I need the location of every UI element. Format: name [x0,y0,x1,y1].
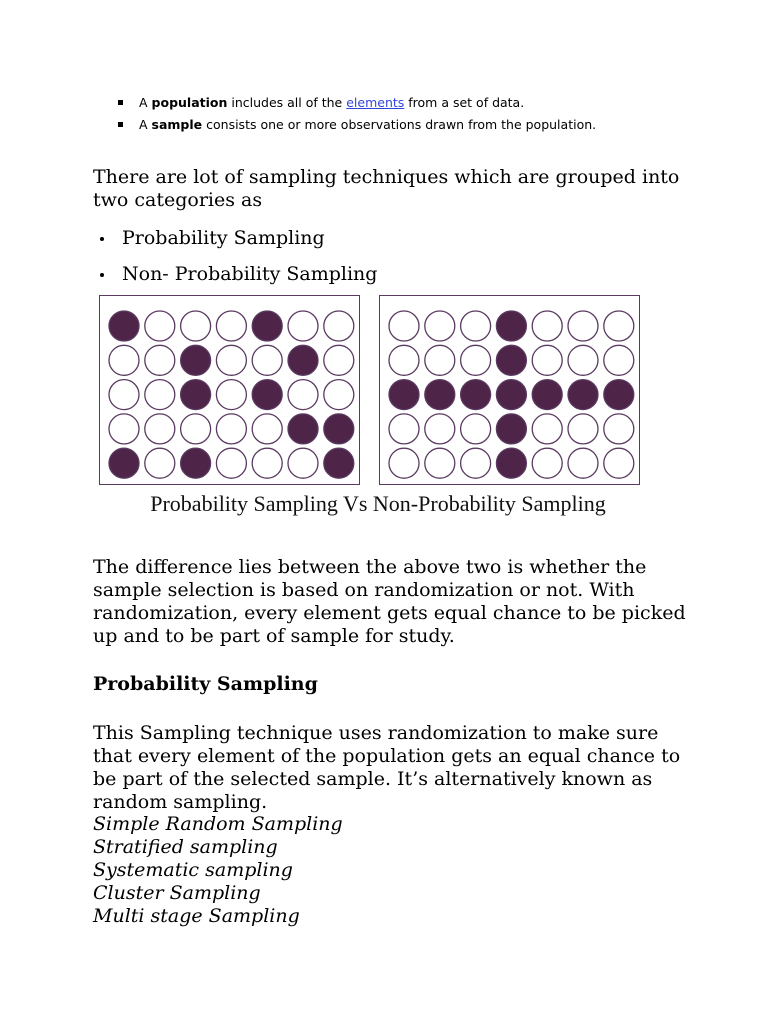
unselected-dot [604,414,634,444]
bullet-icon [100,273,104,277]
methods-list [93,813,343,928]
category-label: Probability Sampling [122,227,325,249]
selected-dot [288,345,318,375]
selected-dot [496,448,526,478]
unselected-dot [216,380,246,410]
square-bullet-icon [118,100,123,105]
unselected-dot [425,311,455,341]
list-item: Cluster Sampling [93,882,261,904]
selected-dot [496,311,526,341]
unselected-dot [425,448,455,478]
selected-dot [532,380,562,410]
unselected-dot [109,345,139,375]
definition-term: population [151,95,228,110]
unselected-dot [425,414,455,444]
selected-dot [389,380,419,410]
unselected-dot [324,380,354,410]
selected-dot [181,380,211,410]
category-list [100,227,377,299]
probability-paragraph: This Sampling technique uses randomization to make sure that every element of the population gets an equal chance to be part of the selected sample. It’s alternatively known as random sampling. [93,722,681,813]
elements-link[interactable]: elements [346,95,405,110]
unselected-dot [461,414,491,444]
unselected-dot [568,448,598,478]
selected-dot [568,380,598,410]
unselected-dot [145,448,175,478]
unselected-dot [532,448,562,478]
unselected-dot [216,448,246,478]
list-item: Simple Random Sampling [93,813,343,835]
selected-dot [425,380,455,410]
unselected-dot [568,345,598,375]
unselected-dot [532,311,562,341]
unselected-dot [324,311,354,341]
unselected-dot [532,345,562,375]
selected-dot [288,414,318,444]
selected-dot [109,448,139,478]
unselected-dot [145,414,175,444]
unselected-dot [568,414,598,444]
unselected-dot [252,345,282,375]
sampling-figure [93,292,663,524]
selected-dot [109,311,139,341]
unselected-dot [252,414,282,444]
unselected-dot [568,311,598,341]
unselected-dot [604,345,634,375]
unselected-dot [389,414,419,444]
figure-caption: Probability Sampling Vs Non-Probability Sampling [150,491,606,516]
definition-prefix: A [139,95,152,110]
selected-dot [496,380,526,410]
section-heading: Probability Sampling [93,673,318,695]
dot-grid [380,296,638,483]
unselected-dot [288,380,318,410]
dot-grid [100,296,358,483]
unselected-dot [532,414,562,444]
unselected-dot [604,448,634,478]
unselected-dot [216,414,246,444]
selected-dot [496,345,526,375]
selected-dot [604,380,634,410]
unselected-dot [604,311,634,341]
unselected-dot [145,380,175,410]
unselected-dot [389,448,419,478]
selected-dot [324,448,354,478]
probability-grid [99,295,360,485]
unselected-dot [324,345,354,375]
definition-sample [118,114,596,136]
list-item [100,227,377,263]
unselected-dot [461,345,491,375]
unselected-dot [288,448,318,478]
list-item: Multi stage Sampling [93,905,300,927]
selected-dot [252,311,282,341]
unselected-dot [109,414,139,444]
selected-dot [496,414,526,444]
unselected-dot [109,380,139,410]
definition-text: consists one or more observations drawn from the population. [202,117,597,132]
selected-dot [324,414,354,444]
unselected-dot [288,311,318,341]
unselected-dot [181,414,211,444]
unselected-dot [389,345,419,375]
unselected-dot [181,311,211,341]
unselected-dot [216,311,246,341]
list-item: Stratified sampling [93,836,278,858]
selected-dot [252,380,282,410]
category-label: Non- Probability Sampling [122,263,378,285]
unselected-dot [252,448,282,478]
definition-suffix: from a set of data. [404,95,525,110]
definition-term: sample [151,117,203,132]
unselected-dot [389,311,419,341]
unselected-dot [145,311,175,341]
difference-paragraph: The difference lies between the above two is whether the sample selection is based on randomization or not. With randomization, every element gets equal chance to be picked up and to be part of sample for study. [93,556,686,647]
definition-population [118,92,596,114]
unselected-dot [461,448,491,478]
list-item: Systematic sampling [93,859,293,881]
intro-paragraph: There are lot of sampling techniques which are grouped into two categories as [93,166,680,211]
unselected-dot [216,345,246,375]
selected-dot [181,448,211,478]
definition-list [118,92,596,136]
definition-text: includes all of the [227,95,347,110]
definition-prefix: A [139,117,152,132]
bullet-icon [100,237,104,241]
unselected-dot [461,311,491,341]
square-bullet-icon [118,122,123,127]
unselected-dot [145,345,175,375]
non-probability-grid [379,295,640,485]
selected-dot [461,380,491,410]
selected-dot [181,345,211,375]
unselected-dot [425,345,455,375]
